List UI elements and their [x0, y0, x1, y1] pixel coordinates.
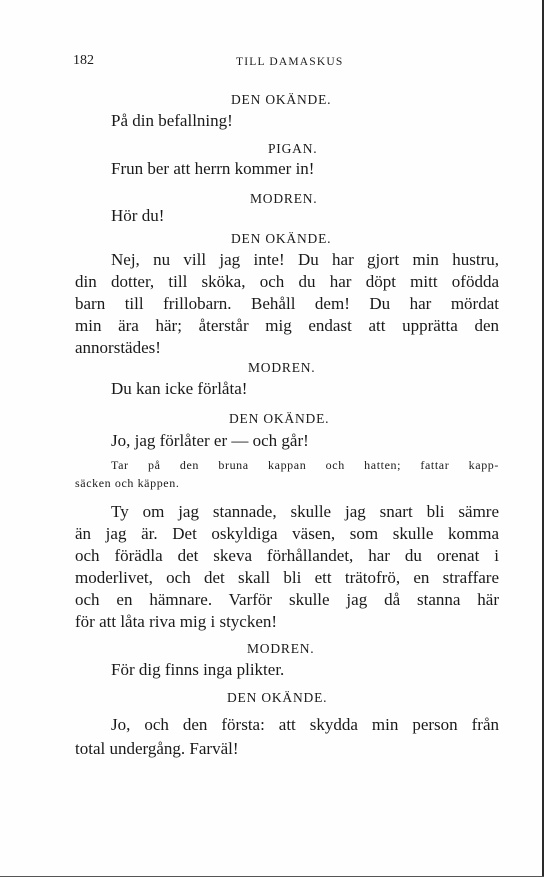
- dialogue-line: för att låta riva mig i stycken!: [75, 612, 278, 631]
- speaker-name: PIGAN.: [268, 141, 318, 156]
- speaker-name: MODREN.: [247, 641, 315, 656]
- dialogue-line: barn till frillobarn. Behåll dem! Du har mördat: [75, 294, 499, 313]
- dialogue-line: Jo, och den första: att skydda min person från: [111, 715, 499, 734]
- dialogue-line: moderlivet, och det skall bli ett trätofrö, en straffare: [75, 568, 499, 587]
- dialogue-line: total undergång. Farväl!: [75, 739, 239, 758]
- dialogue-line: För dig finns inga plikter.: [111, 660, 285, 679]
- dialogue-line: Hör du!: [111, 206, 165, 225]
- speaker-name: DEN OKÄNDE.: [231, 92, 332, 107]
- dialogue-line: din dotter, till sköka, och du har döpt mitt ofödda: [75, 272, 499, 291]
- dialogue-line: På din befallning!: [111, 111, 233, 130]
- speaker-name: DEN OKÄNDE.: [229, 411, 330, 426]
- speaker-name: DEN OKÄNDE.: [231, 231, 332, 246]
- speaker-name: MODREN.: [248, 360, 316, 375]
- dialogue-line: och en hämnare. Varför skulle jag då stanna här: [75, 590, 499, 609]
- dialogue-line: annorstädes!: [75, 338, 161, 357]
- dialogue-line: Ty om jag stannade, skulle jag snart bli sämre: [111, 502, 499, 521]
- dialogue-line: Du kan icke förlåta!: [111, 379, 248, 398]
- stage-direction: säcken och käppen.: [75, 476, 180, 490]
- speaker-name: DEN OKÄNDE.: [227, 690, 328, 705]
- dialogue-line: Nej, nu vill jag inte! Du har gjort min hustru,: [111, 250, 499, 269]
- running-title: TILL DAMASKUS: [236, 56, 344, 68]
- page-number: 182: [73, 53, 94, 68]
- dialogue-line: och förädla det skeva förhållandet, har du orenat i: [75, 546, 499, 565]
- speaker-name: MODREN.: [250, 191, 318, 206]
- dialogue-line: än jag är. Det oskyldiga väsen, som skulle komma: [75, 524, 499, 543]
- dialogue-line: min ära här; återstår mig endast att upprätta den: [75, 316, 499, 335]
- dialogue-line: Frun ber att herrn kommer in!: [111, 159, 315, 178]
- dialogue-line: Jo, jag förlåter er — och går!: [111, 431, 309, 450]
- stage-direction: Tar på den bruna kappan och hatten; fattar kapp-: [111, 458, 499, 472]
